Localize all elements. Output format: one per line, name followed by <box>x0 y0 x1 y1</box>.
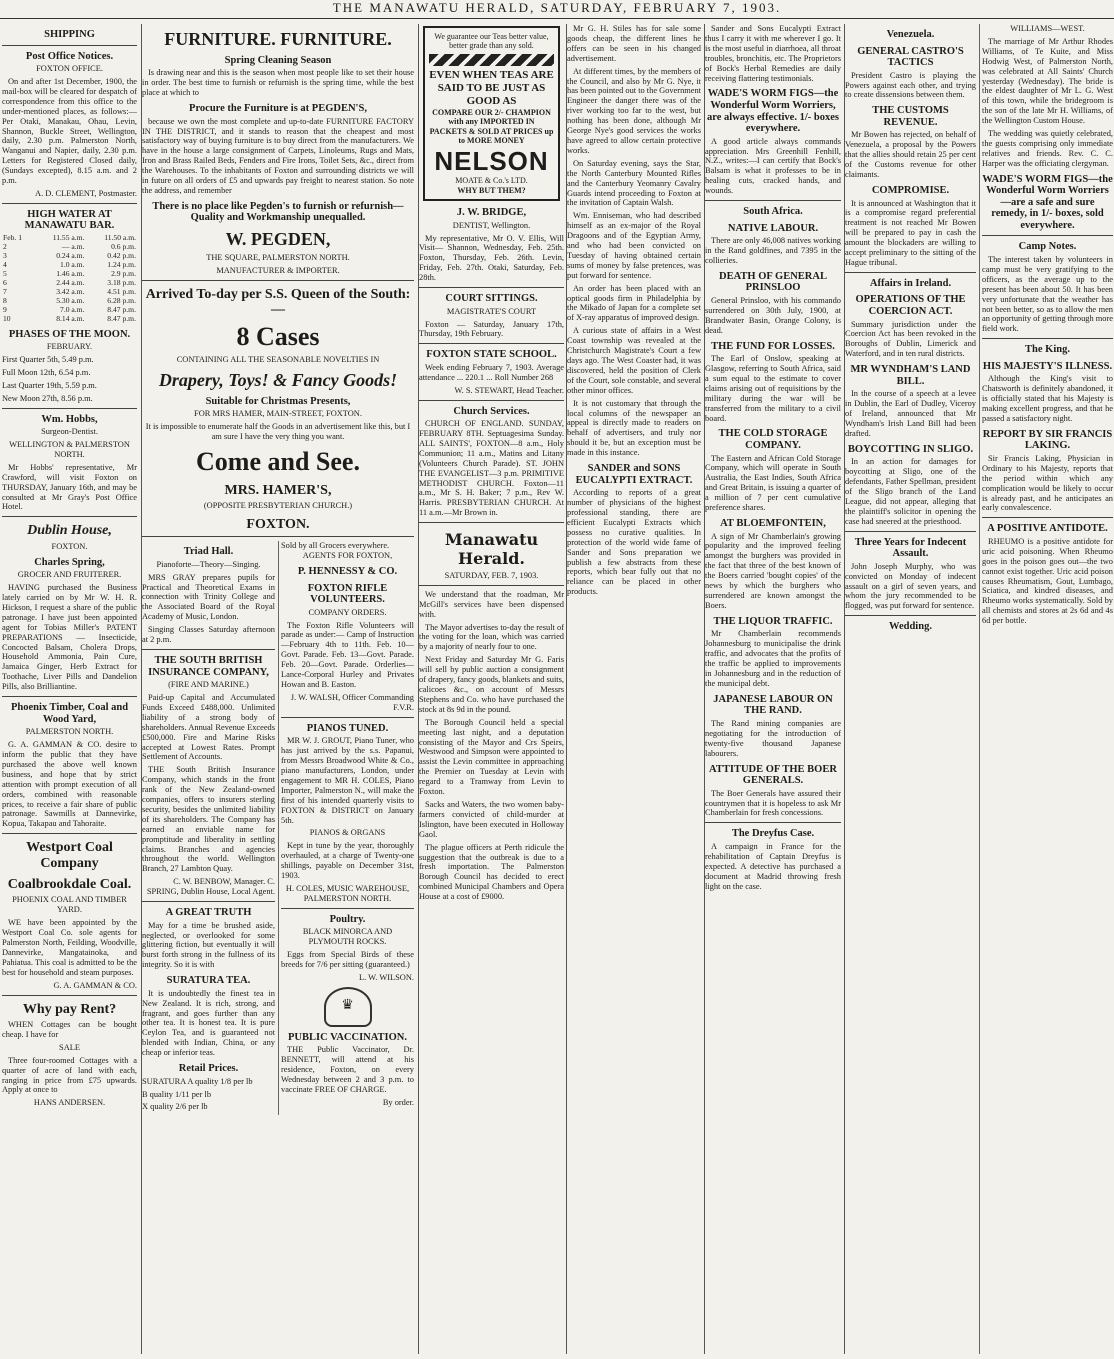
customs-text: Mr Bowen has rejected, on behalf of Venezuela, a proposal by the Powers that the allies should retain 25 per cent of the Customs revenue for other claimants. <box>845 130 976 180</box>
tide-cell: 2.44 a.m. <box>56 277 85 287</box>
assault-heading: Three Years for Indecent Assault. <box>854 536 967 560</box>
sanders-heading: SANDER and SONS EUCALYPTI EXTRACT. <box>575 463 693 486</box>
tide-cell: 8.14 a.m. <box>56 313 85 323</box>
rent-heading: Why pay Rent? <box>22 1001 117 1017</box>
editorial-4: The Borough Council held a special meeting last night, and a deputation consisting of the Mayor and Crs Speirs, Westwood and Simpson were appointed to assist the Levin committee in approaching the Premier on Tuesday at Levin with regard to a Tramway from Levin to Foxton. <box>419 717 564 797</box>
tide-cell: Feb. 1 <box>3 232 22 242</box>
rifle-text: The Foxton Rifle Volunteers will parade as under:— Camp of Instruction—February 4th to 11th. Feb. 10—Govt. Parade. Feb. 13—Govt. Parade. Feb. 20—Govt. Parade. Orderlies—Lance-Corporal Hurley and Privates Howan and B. Easton. <box>281 620 414 689</box>
fund-text: The Earl of Onslow, speaking at Glasgow, referring to South Africa, said a sum equal to the estimate to cover claims arising out of requisitions by the military during the war will be transferred from the military to a civil board. <box>705 354 841 423</box>
tide-cell: 1.46 a.m. <box>56 268 85 278</box>
editorial-1: We understand that the roadman, Mr McGill's services have been dispensed with. <box>419 589 564 619</box>
editorial-6: The plague officers at Perth ridicule the suggestion that the outbreak is due to a fresh importation. The Palmerston Borough Council has decided to erect combined Municipal Chambers and Opera House at a cost of £9000. <box>419 842 564 902</box>
column-1 <box>2 24 137 1354</box>
antidote-heading: A POSITIVE ANTIDOTE. <box>987 523 1108 535</box>
bridge-heading: J. W. BRIDGE, <box>456 207 527 219</box>
tea-ad-guarantee: We guarantee our Teas better value, better grade than any sold. <box>434 32 549 51</box>
tide-row <box>2 315 137 324</box>
company-orders: COMPANY ORDERS. <box>308 607 387 617</box>
hamer-street: FOR MRS HAMER, MAIN-STREET, FOXTON. <box>194 409 362 419</box>
foxton-heading: FOXTON. <box>246 516 310 532</box>
it-is-text: It is not customary that through the local columns of the newspaper an appeal is directly made to readers on behalf of advertisers, and truly nor should it be, but an exception must be made in this instance. <box>567 398 701 458</box>
camp-text: The interest taken by volunteers in camp must be very gratifying to the officers, as the average up to the present has been about 50. It has been very unfortunate that the weather has not been better, so as to allow the men an opportunity of getting through more field work. <box>982 254 1113 334</box>
tide-cell: 0.24 a.m. <box>56 250 85 260</box>
boer-heading: ATTITUDE OF THE BOER GENERALS. <box>709 763 837 787</box>
cold-storage-text: The Eastern and African Cold Storage Company, which will operate in South Australia, the East Indies, South Africa and Great Britain, is issuing a quarter of a million of 7 per cent cumulative preference shares. <box>705 453 841 513</box>
wyndham-text: In the course of a speech at a levee in Dublin, the Earl of Dudley, Viceroy of Ireland, announced that Mr Wyndham's Irish Land Bill had been drafted. <box>845 389 976 438</box>
singing-classes: Singing Classes Saturday afternoon at 2 p.m. <box>142 625 275 645</box>
boycotting-heading: BOYCOTTING IN SLIGO. <box>847 443 974 455</box>
seasonable-novelties: CONTAINING ALL THE SEASONABLE NOVELTIES IN <box>176 354 380 364</box>
tide-cell: 0.42 p.m. <box>107 250 136 260</box>
moon-phase: First Quarter 5th, 5.49 p.m. <box>2 354 94 364</box>
tide-cell: 9 <box>3 304 7 314</box>
christmas-presents: Suitable for Christmas Presents, <box>205 395 351 407</box>
tide-table <box>2 234 137 324</box>
column-4 <box>566 24 701 1354</box>
westport-text: WE have been appointed by the Westport Coal Co. sole agents for Palmerston North, Feilding, Woodville, Dannevirke, Mangatainoka, and Pahiatua. This coal is admitted to be the best for household and steam purposes. <box>2 918 137 977</box>
order-text: An order has been placed with an optical goods firm in Philadelphia by the Mikado of Japan for a complete set of X-ray apparatus of improved design. <box>567 283 701 323</box>
school-text: Week ending February 7, 1903. Average attendance ... 220.1 ... Roll Number 268 <box>419 362 564 382</box>
furniture-text-1: Is drawing near and this is the season when most people like to set their house in order. The best time to furnish or refurnish is the spring time, while the best place at which to <box>142 68 414 98</box>
tide-cell: 5.30 a.m. <box>56 295 85 305</box>
column-6 <box>844 24 1113 1354</box>
price-line: SURATURA A quality 1/8 per lb <box>142 1076 253 1086</box>
pianos-heading: PIANOS TUNED. <box>306 722 389 734</box>
phoenix-heading: Phoenix Timber, Coal and Wood Yard, <box>10 702 129 725</box>
insurance-text: Paid-up Capital and Accumulated Funds Exceed £488,000. Unlimited liability of a strong body of shareholders. Annual Revenue Exceeds £500,000. Fire and Marine Risks accepted at Lowest Rates. Prompt Settlement of Accounts. <box>142 692 275 762</box>
cold-storage-heading: THE COLD STORAGE COMPANY. <box>718 428 828 452</box>
tide-cell: 2 <box>3 241 7 251</box>
vaccination-text: THE Public Vaccinator, Dr. BENNETT, will attend at his residence, Foxton, on every Wednesday between 2 and 3 p.m. to vaccinate FREE OF CHARGE. <box>281 1045 414 1094</box>
tea-ad-stripe <box>429 54 554 66</box>
dublin-trade: GROCER AND FRUITERER. <box>17 570 122 580</box>
wyndham-heading: MR WYNDHAM'S LAND BILL. <box>850 364 971 387</box>
wedding-text: The marriage of Mr Arthur Rhodes Williams, of Te Kuite, and Miss Hodwig West, of Palmerston North, was celebrated at All Saints' Church yesterday (Wednesday). The bride is the eldest daughter of Mr L. G. West of this town, while the bridegroom is the son of the late Mr H. Williams, of the Wellington Custom House. <box>982 36 1113 126</box>
editorial-3: Next Friday and Saturday Mr G. Faris will sell by public auction a consignment of drapery, fancy goods, blankets and suits, calicoes &c., on account of Messrs Stephens and Co. who have purchased the stock at 8s 9d in the pound. <box>419 655 564 714</box>
phoenix-coal-yard: PHOENIX COAL AND TIMBER YARD. <box>12 895 127 915</box>
moon-phases-heading: PHASES OF THE MOON. <box>8 328 131 340</box>
wedding-heading: Wedding. <box>889 621 932 633</box>
rent-text: WHEN Cottages can be bought cheap. I have for <box>2 1019 137 1039</box>
pianos-text: MR W. J. GROUT, Piano Tuner, who has just arrived by the s.s. Papanui, from Messrs Broadwood White & Co., piano manufacturers, London, under engagement to MR H. COLES, Piano Importer, Palmerston N., will make the first of his intended quarterly visits to FOXTON & DISTRICT on January 5th. <box>281 736 414 825</box>
liquor-text: Mr Chamberlain recommends Johannesburg to municipalise the drink traffic, and advocates that the profits of the traffic be applied to improvements in Johannesburg and in the reduction of the municipal debt. <box>705 629 841 688</box>
by-order: By order. <box>382 1097 414 1107</box>
masthead: THE MANAWATU HERALD, SATURDAY, FEBRUARY 7, 1903. <box>0 0 1114 19</box>
moon-phase: New Moon 27th, 8.56 p.m. <box>2 393 93 403</box>
insurance-heading: THE SOUTH BRITISH INSURANCE COMPANY, <box>148 654 269 678</box>
tide-cell: 1.0 a.m. <box>60 259 85 269</box>
tea-ad-moate: MOATE & Co.'s LTD. <box>455 176 528 186</box>
hamer-opposite: (OPPOSITE PRESBYTERIAN CHURCH.) <box>203 500 353 510</box>
stiles-text: Mr G. H. Stiles has for sale some goods cheap, the different lines he offers can be seen in his changed advertisement. <box>567 24 701 63</box>
dublin-house-heading: Dublin House, <box>27 523 112 539</box>
tide-cell: 2.9 p.m. <box>111 268 136 278</box>
editorial-2: The Mayor advertises to-day the result of the voting for the loan, which was carried by a majority of nearly four to one. <box>419 622 564 652</box>
tea-ad-champion: COMPARE OUR 2/- CHAMPION with any IMPORTED IN PACKETS & SOLD AT PRICES up to MORE MONEY <box>429 107 554 146</box>
come-and-see-heading: Come and See. <box>196 446 360 476</box>
nelson-tea-ad <box>423 26 560 201</box>
postmaster-signature: A. D. CLEMENT, Postmaster. <box>35 188 137 198</box>
dublin-place: FOXTON. <box>51 541 88 551</box>
sanders-cont: Sander and Sons Eucalypti Extract thus I carry it with me wherever I go. It is the most useful in diarrhoea, all throat troubles, bronchitis, etc. The Proprietors of Bock's Herbal Remedies are daily receiving flattering testimonials. <box>705 24 841 83</box>
fund-heading: THE FUND FOR LOSSES. <box>711 340 835 352</box>
council-text: At different times, by the members of the Council, and also by Mr G. Nye, it has been pointed out to the Government Engineer the danger there was of the river working too far to the west, but nothing has been done, although Mr George Nye's good services the works have agreed to allow certain protective works. <box>567 66 701 155</box>
saturday-text: On Saturday evening, says the Star, the North Canterbury Mounted Rifles and the Canterbury Yeomanry Cavalry Guards intend proceeding to Foxton at the invitation of Captain Walsh. <box>567 158 701 208</box>
column-2 <box>141 24 414 1354</box>
benbow-signature: C. W. BENBOW, Manager. C. SPRING, Dublin House, Local Agent. <box>146 877 275 897</box>
andersen-signature: HANS ANDERSEN. <box>33 1098 106 1108</box>
moon-phase: Last Quarter 19th, 5.59 p.m. <box>2 380 97 390</box>
moon-month: FEBRUARY. <box>46 342 93 352</box>
furniture-heading: FURNITURE. FURNITURE. <box>164 29 392 49</box>
insurance-sub: (FIRE AND MARINE.) <box>168 680 249 690</box>
pianos-organs: PIANOS & ORGANS <box>309 828 386 838</box>
wade-heading: WADE'S WORM FIGS—the Wonderful Worm Worriers, are always effective. 1/- boxes everywhere. <box>707 88 839 135</box>
pegden-address: THE SQUARE, PALMERSTON NORTH. <box>206 252 350 262</box>
native-labour-heading: NATIVE LABOUR. <box>727 222 819 234</box>
castro-text: President Castro is playing the Powers against each other, and trying to create dissensions between them. <box>845 70 976 100</box>
dreyfus-text: A campaign in France for the rehabilitation of Captain Dreyfus is expected. A detective has purchased a document at Madrid throwing fresh light on the case. <box>705 841 841 891</box>
native-labour-text: There are only 46,008 natives working in the Rand goldfines, and 7395 in the collieries. <box>705 236 841 265</box>
liquor-heading: THE LIQUOR TRAFFIC. <box>713 615 833 627</box>
furniture-text-2: because we own the most complete and up-to-date FURNITURE FACTORY IN THE DISTRICT, and it stands to reason that the cheapest and most satisfactory way of buying furniture is to buy direct from the manufacturers. We have in the house a large consignment of Carpets, Linoleums, Rugs and Mats, Iron and Brass Railed Beds, Fenders and Fire Irons, Toilet Sets, &c., direct from the Warehouses. To the inhabitants of Foxton and surrounding districts we will in future on all orders of £5 and upwards pay freight to nearest station. So note the address, and remember <box>142 116 414 195</box>
tide-cell: 11.50 a.m. <box>104 232 136 242</box>
coles-signature: H. COLES, MUSIC WAREHOUSE, PALMERSTON NORTH. <box>285 883 410 903</box>
tide-cell: 6.28 p.m. <box>107 295 136 305</box>
camp-notes-heading: Camp Notes. <box>1018 241 1077 253</box>
illness-text: Although the King's visit to Chatsworth is definitely abandoned, it is officially stated that his Majesty is making excellent progress, and that he passed a satisfactory night. <box>982 374 1113 423</box>
poultry-sub: BLACK MINORCA AND PLYMOUTH ROCKS. <box>302 927 393 947</box>
hennessy-heading: P. HENNESSY & CO. <box>297 566 398 577</box>
sanders-text: According to reports of a great number of physicians of the highest professional standing, there are efficient Eucalypti Extracts which possess no curative qualities. In protection of the world wide fame of Sander and Sons preparation we publish a few abstracts from these reports, which bear fully out that no reliance can be placed in other products. <box>567 488 701 597</box>
coercion-text: Summary jurisdiction under the Coercion Act has been revoked in the Boroughs of Dublin, Limerick and Waterford, and in ten rural districts. <box>845 319 976 359</box>
insurance-text-2: THE South British Insurance Company, which stands in the front rank of the New Zealand-owned companies, offers to insurers sterling security, besides the unlimited liability of its shareholders. The Company has earned an enviable name for promptitude and liberality in settling claims. Branches and agencies throughout the world. Wellington Branch, 27 Lambton Quay. <box>142 765 275 874</box>
editorial-5: Sacks and Waters, the two women baby-farmers convicted of child-murder at Islington, have been executed in Holloway Gaol. <box>419 799 564 839</box>
laking-text: Sir Francis Laking, Physician in Ordinary to his Majesty, reports that the period within which any complication would be likely to occur is already past, and he anticipates an early convalescence. <box>982 453 1113 513</box>
wedding-text-2: The wedding was quietly celebrated, the guests comprising only immediate relatives and friends. Rev. C. C. Harper was the officiating clergyman. <box>982 129 1113 168</box>
poultry-text: Eggs from Special Birds of these breeds for 7/6 per sitting (guaranteed.) <box>281 950 414 970</box>
sale-label: SALE <box>59 1042 80 1052</box>
customs-heading: THE CUSTOMS REVENUE. <box>872 105 949 128</box>
ireland-heading: Affairs in Ireland. <box>869 277 952 289</box>
vaccination-heading: PUBLIC VACCINATION. <box>287 1031 408 1043</box>
tide-cell: 0.6 p.m. <box>111 241 136 251</box>
tide-cell: 3.42 a.m. <box>56 286 85 296</box>
japanese-text: The Rand mining companies are negotiating for the introduction of twenty-five thousand Japanese labourers. <box>705 718 841 758</box>
tide-cell: 3 <box>3 250 7 260</box>
drapery-toys-heading: Drapery, Toys! & Fancy Goods! <box>158 369 398 390</box>
post-office-subtitle: FOXTON OFFICE. <box>36 64 103 74</box>
poultry-heading: Poultry. <box>329 913 366 925</box>
shipping-heading: SHIPPING <box>44 29 95 40</box>
tide-cell: 8.47 p.m. <box>107 313 136 323</box>
royal-crest-icon: ♛ <box>324 987 372 1027</box>
pegden-heading: W. PEGDEN, <box>225 228 331 249</box>
sale-text: Three four-roomed Cottages with a quarter of acre of land with each, ranging in price from £75 upwards. Apply at once to <box>2 1055 137 1095</box>
triad-hall-heading: Triad Hall. <box>183 546 234 558</box>
coalbrookdale-heading: Coalbrookdale Coal. <box>7 877 132 893</box>
prinsloo-text: General Prinsloo, with his commando surrendered on 30th July, 1900, at Brandwater Basin, Orange Colony, is dead. <box>705 295 841 335</box>
triad-text: MRS GRAY prepares pupils for Practical and Theoretical Exams in connection with Trinity College and the Associated Board of the Royal Academy of Music, London. <box>142 572 275 622</box>
school-heading: FOXTON STATE SCHOOL. <box>426 349 557 361</box>
retail-prices-heading: Retail Prices. <box>178 1063 239 1075</box>
compromise-text: It is announced at Washington that it is a compromise regard preferential treatment is not reached Mr Bowen will be prepared to pay in cash the amount the blockaders are willing to accept preliminary to the sitting of the Hague tribunal. <box>845 198 976 267</box>
antidote-text: RHEUMO is a positive antidote for uric acid poisoning. When Rheumo goes in the poison goes out—the two cannot exist together. Uric acid poison causes Rheumatism, Gout, Lumbago, Sciatica, and kindred diseases, and Rheumo works systematically. Sold by all chemists and stores at 2s 6d and 4s 6d per bottle. <box>982 536 1113 626</box>
tide-cell: 4 <box>3 259 7 269</box>
column-5 <box>704 24 841 1354</box>
church-heading: Church Services. <box>453 405 530 417</box>
tea-ad-why: WHY BUT THEM? <box>457 185 526 195</box>
tide-cell: 7 <box>3 286 7 296</box>
compromise-heading: COMPROMISE. <box>871 184 950 196</box>
tide-cell: 5 <box>3 268 7 278</box>
suratura-heading: SURATURA TEA. <box>166 975 251 987</box>
king-heading: The King. <box>1025 344 1070 356</box>
moon-phase: Full Moon 12th, 6.54 p.m. <box>2 367 91 377</box>
assault-text: John Joseph Murphy, who was convicted on Monday of indecent assault on a girl of seven years, and whom the jury recommended to be flogged, was put forward for sentence. <box>845 561 976 611</box>
high-water-heading: HIGH WATER AT MANAWATU BAR. <box>24 208 115 232</box>
tide-cell: 8.47 p.m. <box>107 304 136 314</box>
coercion-heading: OPERATIONS OF THE COERCION ACT. <box>855 294 966 317</box>
hobbs-title: Surgeon-Dentist. <box>41 427 98 437</box>
wade-text: A good article always commands appreciation. Mrs Greenhill Fenhill, N.Z., writes:—I can certify that Bock's Balsam is what it professes to be in healing cuts, cracked hands, and wounds. <box>705 136 841 196</box>
tide-cell: 10 <box>3 313 11 323</box>
tea-ad-nelson: NELSON <box>434 145 549 176</box>
tide-cell: 8 <box>3 295 7 305</box>
church-text: CHURCH OF ENGLAND. SUNDAY, FEBRUARY 8TH. Septuagesima Sunday. ALL SAINTS', FOXTON—8 a.m., Holy Communion; 11 a.m., Matins and Litany (Volunteers Church Parade). ST. JOHN THE EVANGELIST—3 p.m. PRIMITIVE METHODIST CHURCH. Foxton—11 a.m., Mr S. H. Baker; 7 p.m., Rev W. Harris. PRESBYTERIAN CHURCH. At 11 a.m.—Mr Brown in. <box>419 419 564 518</box>
price-line: X quality 2/6 per lb <box>142 1102 208 1112</box>
boer-text: The Boer Generals have assured their countrymen that it is hopeless to ask Mr Chamberlain for fresh concessions. <box>705 788 841 818</box>
venezuela-heading: Venezuela. <box>886 29 935 40</box>
court-sub: MAGISTRATE'S COURT <box>446 306 537 316</box>
bridge-text: My representative, Mr O. V. Ellis, Will Visit— Shannon, Wednesday, Feb. 25th. Foxton, Thursday, Feb. 26th. Levin, Friday, Feb. 27th. Otaki, Saturday, Feb. 28th. <box>419 233 564 283</box>
phoenix-place: PALMERSTON NORTH. <box>25 727 114 737</box>
agents-heading: AGENTS FOR FOXTON, <box>302 551 393 561</box>
tide-cell: 1.24 p.m. <box>107 259 136 269</box>
post-office-text: On and after 1st December, 1900, the mail-box will be cleared for despatch of correspondence from this office to the under-mentioned places, as follows:— Per Otaki, Manakau, Ohau, Levin, Shannon, Buckle Street, Wellington, daily, 2.30 p.m. Palmerston North, Wanganui and Napier, daily, 2.30 p.m. Letters for Registered Closed daily, (Sundays excepted), 8.15 a.m. and 2 p.m. <box>2 77 137 186</box>
great-truth-heading: A GREAT TRUTH <box>165 907 252 919</box>
price-line: Sold by all Grocers everywhere. <box>281 541 390 551</box>
south-africa-heading: South Africa. <box>743 206 803 218</box>
triad-subheading: Pianoforte—Theory—Singing. <box>156 559 261 569</box>
rifle-heading: FOXTON RIFLE VOLUNTEERS. <box>307 582 388 606</box>
suratura-text: It is undoubtedly the finest tea in New Zealand. It is rich, strong, and fragrant, and goes further than any other tea. It is honest tea. It is pure Ceylon Tea, and is guaranteed not blended with Indian, China, or any cheap or inferior teas. <box>142 988 275 1058</box>
no-place-heading: There is no place like Pegden's to furnish or refurnish—Quality and Workmanship unequalled. <box>152 200 404 224</box>
procure-heading: Procure the Furniture is at PEGDEN'S, <box>189 103 367 115</box>
curious-text: A curious state of affairs in a West Coast township was revealed at the Christchurch Magistrate's Court a few days ago. The West Coaster had, it was discovered, held the position of Clerk of the Court, sole constable, and several other minor offices. <box>567 326 701 395</box>
japanese-heading: JAPANESE LABOUR ON THE RAND. <box>713 693 833 717</box>
tea-ad-even: EVEN WHEN TEAS ARE SAID TO BE JUST AS GOOD AS <box>429 68 554 107</box>
hobbs-place: WELLINGTON & PALMERSTON NORTH. <box>9 440 130 459</box>
steward-signature: W. S. STEWART, Head Teacher. <box>454 385 564 395</box>
tide-cell: 6 <box>3 277 7 287</box>
bloemfontein-heading: AT BLOEMFONTEIN, <box>720 518 826 530</box>
boycotting-text: In an action for damages for boycotting at Sligo, one of the defendants, Father Spellman, president of the Sligo branch of the Land League, did not appear, alleging that the plaintiff's solicitor in opening the case had sneered at the priesthood. <box>845 457 976 526</box>
dreyfus-heading: The Dreyfus Case. <box>731 828 815 840</box>
tide-cell: 4.51 p.m. <box>107 286 136 296</box>
hobbs-text: Mr Hobbs' representative, Mr Crawford, will visit Foxton on THURSDAY, January 16th, and may be consulted at Mr Gray's Post Office Hotel. <box>2 462 137 512</box>
coles-text: Kept in tune by the year, thoroughly overhauled, at a charge of Twenty-one shillings, payable on December 31st, 1903. <box>281 841 414 881</box>
laking-heading: REPORT BY SIR FRANCIS LAKING. <box>982 428 1113 452</box>
dublin-owner: Charles Spring, <box>34 556 105 568</box>
spring-cleaning: Spring Cleaning Season <box>224 54 332 66</box>
walsh-signature: J. W. WALSH, Officer Commanding F.V.R. <box>290 692 414 712</box>
westport-heading: Westport Coal Company <box>26 840 113 871</box>
bloemfontein-text: A sign of Mr Chamberlain's growing popularity and the improved feeling amongst the burghers was provided in the fact that three of the best known of the Boers carried 'bought copies' of the news by which the burghers who surrendered are known amongst the Boers. <box>705 531 841 610</box>
tide-cell: 11.55 a.m. <box>52 232 85 242</box>
tide-cell: 3.18 p.m. <box>107 277 136 287</box>
pegden-trade: MANUFACTURER & IMPORTER. <box>216 265 340 275</box>
prinsloo-heading: DEATH OF GENERAL PRINSLOO <box>719 270 827 294</box>
bridge-title: DENTIST, Wellington. <box>452 220 531 230</box>
herald-nameplate: Manawatu Herald. <box>444 530 539 569</box>
great-truth-text: May for a time be brushed aside, neglected, or overlooked for some glittering fiction, but eventually it will burst forth strong in the fullness of its integrity. So it is with <box>142 920 275 970</box>
wedding-names: WILLIAMS—WEST. <box>1010 24 1085 33</box>
court-heading: COURT SITTINGS. <box>445 293 538 305</box>
dublin-text: HAVING purchased the Business lately carried on by Mr W. H. R. Hickson, I request a share of the public patronage. I have just been appointed agent for Tobias Miller's PATENT PREPARATIONS — Insecticide, Concocted Balsam, Cholera Drops, Household Ammonia, Pain Cure, Jamaica Ginger, Herb Extract for Toothache, Liver Pills and Dandelion Pills, also Brilliantine. <box>2 583 137 692</box>
hamer-impossible: It is impossible to enumerate half the Goods in an advertisement like this, but I am sure I have the very thing you want. <box>145 422 411 441</box>
gammon-signature: G. A. GAMMAN & CO. <box>53 980 137 990</box>
hamer-name: MRS. HAMER'S, <box>224 482 332 498</box>
hobbs-heading: Wm. Hobbs, <box>41 413 98 425</box>
moon-phases-list <box>2 355 137 404</box>
herald-date: SATURDAY, FEB. 7, 1903. <box>444 570 539 580</box>
tide-cell: 7.0 a.m. <box>60 304 85 314</box>
wade-heading-2: WADE'S WORM FIGS—the Wonderful Worm Worriers—are a safe and sure remedy, in 1/- boxes, sold everywhere. <box>982 173 1113 231</box>
castro-heading: GENERAL CASTRO'S TACTICS <box>857 45 964 69</box>
eight-cases-heading: 8 Cases <box>236 322 320 352</box>
court-text: Foxton — Saturday, January 17th, Thursday, 19th February. <box>419 319 564 339</box>
enniseman-text: Wm. Enniseman, who had described himself as an ex-major of the Royal Dragoons and of the Egyptian Army, and who had been convicted on Tuesday of having obtained certain sums of money by false pretences, was put forward for sentence. <box>567 211 701 280</box>
arrived-heading: Arrived To-day per S.S. Queen of the South:— <box>145 286 411 317</box>
phoenix-text: G. A. GAMMAN & CO. desire to inform the public that they have purchased the above well known business, and hope that by strict attention with prompt execution of all orders, combined with reasonable prices, to receive a fair share of public patronage. Sawmills at Dannevirke, Kopua, Takapau and Tahoraite. <box>2 740 137 829</box>
price-line: B quality 1/11 per lb <box>142 1089 212 1099</box>
tide-cell: — a.m. <box>61 241 85 251</box>
column-3 <box>418 24 564 1354</box>
wilson-signature: L. W. WILSON. <box>359 972 414 982</box>
illness-heading: HIS MAJESTY'S ILLNESS. <box>982 360 1113 372</box>
post-office-heading: Post Office Notices. <box>25 50 114 62</box>
